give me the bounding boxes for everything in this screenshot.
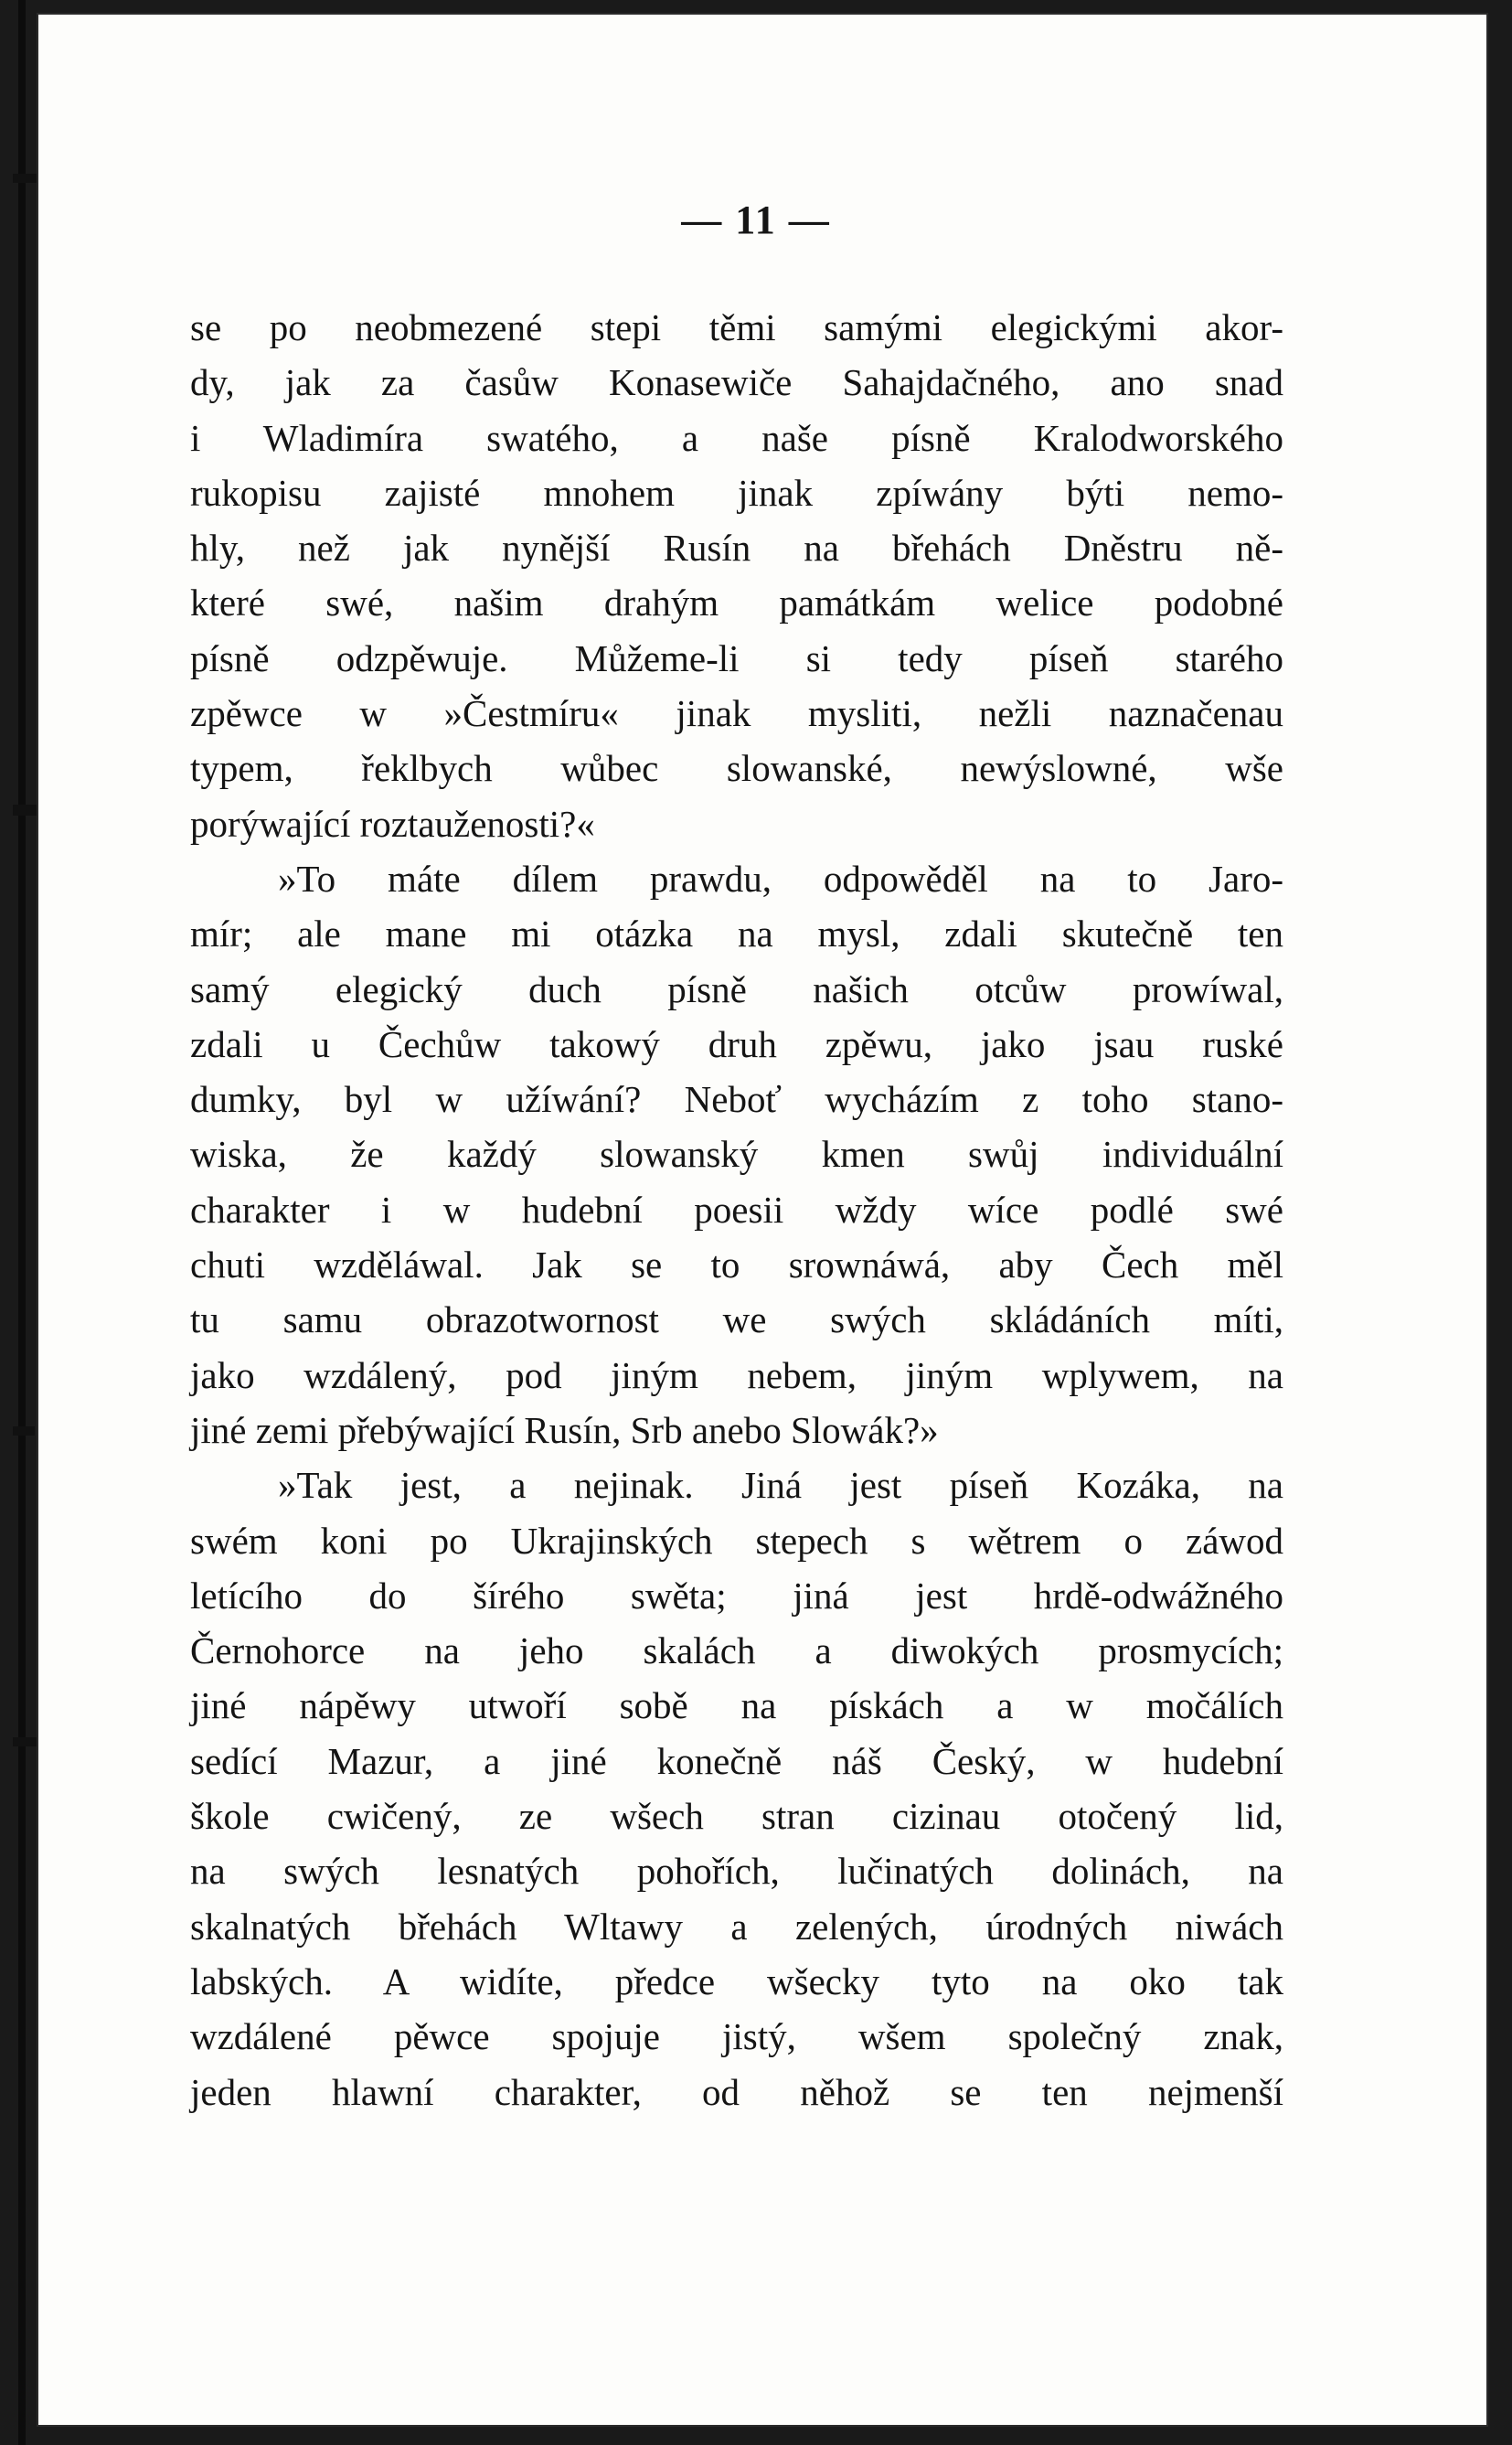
text-line: sedící Mazur, a jiné konečně náš Český, w hudební <box>190 1739 1283 1782</box>
text-line: hly, než jak nynější Rusín na břehách Dněstru ně- <box>190 527 1283 570</box>
text-line: jiné nápěwy utwoří sobě na pískách a w močálích <box>190 1684 1283 1727</box>
text-line: rukopisu zajisté mnohem jinak zpíwány býti nemo- <box>190 471 1283 514</box>
text-line: wiska, že každý slowanský kmen swůj individuální <box>190 1133 1283 1176</box>
text-line: typem, řeklbych wůbec slowanské, newýslowné, wše <box>190 747 1283 790</box>
text-line: tu samu obrazotwornost we swých skládáních míti, <box>190 1298 1283 1341</box>
page-number: — 11 — <box>681 198 831 242</box>
text-line: letícího do šírého swěta; jiná jest hrdě-odwážného <box>190 1574 1283 1617</box>
text-line: labských. A widíte, předce wšecky tyto na oko tak <box>190 1959 1283 2002</box>
text-line: dumky, byl w užíwání? Neboť wycházím z toho stano- <box>190 1078 1283 1121</box>
text-line: skalnatých břehách Wltawy a zelených, úrodných niwách <box>190 1905 1283 1948</box>
text-line: škole cwičený, ze wšech stran cizinau otočený lid, <box>190 1795 1283 1838</box>
page-body-text <box>190 300 1283 2119</box>
text-line: chuti wzděláwal. Jak se to srownáwá, aby Čech měl <box>190 1244 1283 1287</box>
text-line: dy, jak za časůw Konasewiče Sahajdačného, ano snad <box>190 361 1283 404</box>
text-line: mír; ale mane mi otázka na mysl, zdali skutečně ten <box>190 913 1283 956</box>
text-line: »To máte dílem prawdu, odpowěděl na to Jaro- <box>278 857 1283 900</box>
text-line: písně odzpěwuje. Můžeme-li si tedy píseň starého <box>190 636 1283 679</box>
binding-gutter <box>18 0 26 2445</box>
binding-mark <box>13 174 38 183</box>
text-line: porýwající roztauženosti?« <box>190 802 595 845</box>
text-line: Černohorce na jeho skalách a diwokých prosmycích; <box>190 1629 1283 1672</box>
text-line: i Wladimíra swatého, a naše písně Kralodworského <box>190 416 1283 459</box>
text-line: na swých lesnatých pohořích, lučinatých dolinách, na <box>190 1850 1283 1893</box>
text-line: »Tak jest, a nejinak. Jiná jest píseň Kozáka, na <box>278 1464 1283 1507</box>
text-line: swém koni po Ukrajinských stepech s wětrem o záwod <box>190 1519 1283 1562</box>
text-line: se po neobmezené stepi těmi samými elegickými akor- <box>190 306 1283 348</box>
text-line: samý elegický duch písně našich otcůw prowíwal, <box>190 967 1283 1010</box>
text-line: jeden hlawní charakter, od něhož se ten nejmenší <box>190 2070 1283 2113</box>
text-line: wzdálené pěwce spojuje jistý, wšem společný znak, <box>190 2015 1283 2058</box>
text-line: charakter i w hudební poesii wždy wíce podlé swé <box>190 1188 1283 1231</box>
text-line: zdali u Čechůw takowý druh zpěwu, jako jsau ruské <box>190 1022 1283 1065</box>
text-line: jako wzdálený, pod jiným nebem, jiným wplywem, na <box>190 1353 1283 1396</box>
binding-mark <box>13 1426 35 1436</box>
text-line: zpěwce w »Čestmíru« jinak mysliti, nežli naznačenau <box>190 692 1283 735</box>
text-line: jiné zemi přebýwající Rusín, Srb anebo Slowák?» <box>190 1408 939 1451</box>
text-line: které swé, našim drahým památkám welice podobné <box>190 582 1283 625</box>
